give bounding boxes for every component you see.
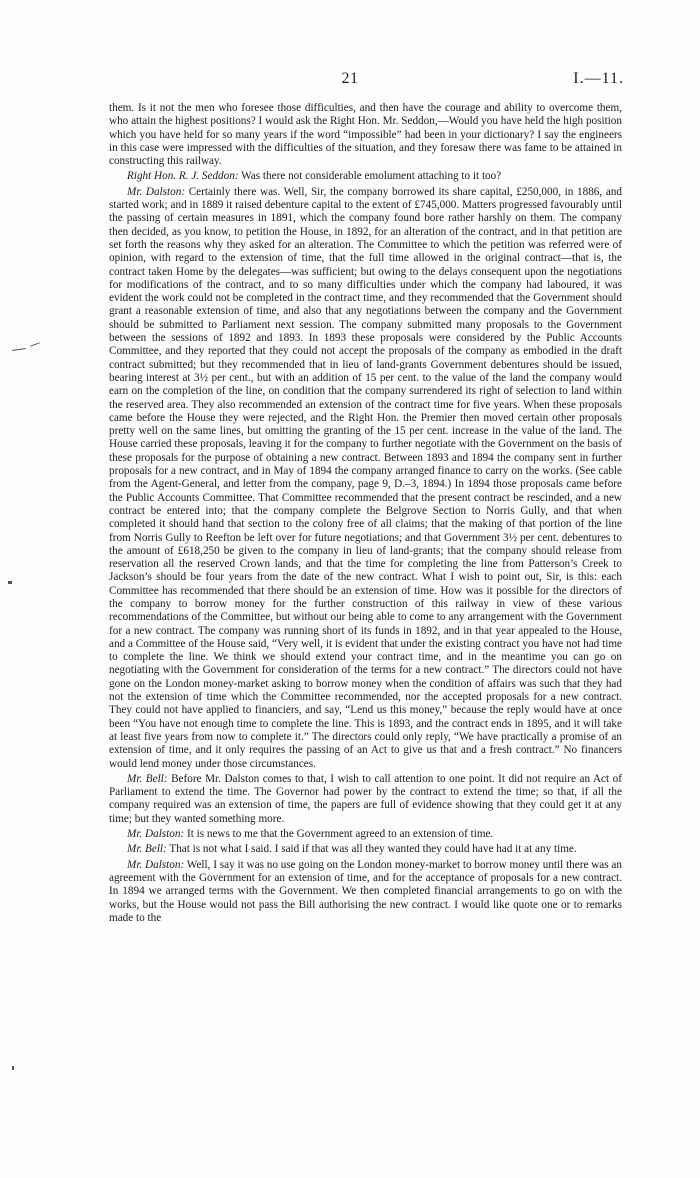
paragraph-speaker: Mr. Dalston: [127,858,185,871]
paragraph-speaker: Mr. Dalston: [127,185,186,198]
paragraph-text: Certainly there was. Well, Sir, the company borrowed its share capital, £250,000, in 1886, and started work; and in 1889 it raised debenture capital to the extent of £745,000. Matters progressed favourably until the passing of certain measures in 1891, which the company found bore rather harshly on them. The company then decided, as you know, to petition the House, in 1892, for an alteration of the contract, and in that petition are set forth the reasons why they asked for an alteration. The Committee to which the petition was referred were of opinion, with regard to the extension of time, that the full time allowed in the original contract—that is, the contract taken Home by the delegates—was sufficient; but owing to the delays consequent upon the negotiations for modifications of the contract, and to so many difficulties under which the company had laboured, it was evident the work could not be completed in the contract time, and they recommended that the Government should grant a reasonable extension of time, and also that any negotiations between the company and the Government should be submitted to Parliament next session. The company submitted many proposals to the Government between the sessions of 1892 and 1893. In 1893 these proposals were considered by the Public Accounts Committee, and they reported that they could not accept the proposals of the company as embodied in the draft contract submitted; but they recommended that in lieu of land-grants Government debentures should be issued, bearing interest at 3½ per cent., but with an addition of 15 per cent. to the value of the land the company would earn on the completion of the line, on condition that the company surrendered its right of selection to land within the reserved area. They also recommended an extension of the contract time for five years. When these proposals came before the House they were rejected, and the Right Hon. the Premier then moved certain other proposals pretty well on the same lines, but omitting the granting of the 15 per cent. increase in the value of the land. The House carried these proposals, leaving it for the company to further negotiate with the Government on the basis of these proposals for the purpose of obtaining a new contract. Between 1893 and 1894 the company sent in further proposals for a new contract, and in May of 1894 the company arranged finance to carry on the works. (See cable from the Agent-General, and letter from the company, page 9, D.–3, 1894.) In 1894 those proposals came before the Public Accounts Committee. That Committee recommended that the present contract be rescinded, and a new contract be entered into; that the company complete the Belgrove Section to Norris Gully, and that when completed it should hand that section to the colony free of all claims; that the making of that portion of the line from Norris Gully to Reefton be left over for future negotiations; and that Government 3½ per cent. debentures to the amount of £618,250 be given to the company in lieu of land-grants; that the company should release from reservation all the reserved Crown lands, and that the time for completing the line from Patterson’s Creek to Jackson’s should be four years from the date of the new contract. What I wish to point out, Sir, is this: each Committee has recommended that there should be an extension of time. How was it possible for the directors of the company to borrow money for the further construction of this railway in view of these various recommendations of the Committee, but without our being able to come to any arrangement with the Government for a new contract. The company was running short of its funds in 1892, and in that year appealed to the House, and a Committee of the House said, “Very well, it is evident that under the existing contract you have not had time to complete the line. We think we should extend your contract time, and in the meantime you can go on negotiating with the Government for consideration of the terms for a new contract.” The directors could not have gone on the London money-market asking to borrow money when the condition of affairs was such that they had not the extension of time which the Committee recommended, nor the accepted proposals for a new contract. They could not have applied to financiers, and say, “Lend us this money,” because the reply would have at once been “You have not enough time to complete the line. This is 1893, and the contract ends in 1895, and it will take at least five years from now to complete it.” The directors could only reply, “We have practically a promise of an extension of time, and it only requires the passing of an Act to give us that and a fresh contract.” No financers would lend money under those circumstances. [109,185,622,770]
page-reference: I.—11. [573,70,624,87]
paragraph [109,170,622,183]
paragraph-speaker: Mr. Bell: [127,772,168,785]
margin-mark [30,342,40,346]
paragraph-speaker: Mr. Dalston: [127,828,185,841]
margin-mark [12,1066,14,1070]
paragraph-text: Well, I say it was no use going on the London money-market to borrow money until there was an agreement with the Government for an extension of time, and for the acceptance of proposals for a new contract. In 1894 we arranged terms with the Government. We then completed financial arrangements to go on with the works, but the House would not pass the Bill authorising the new contract. I would like quote one or to remarks made to the [109,858,622,924]
paragraph [109,186,622,771]
paragraph-text: That is not what I said. I said if that was all they wanted they could have had it at any time. [166,843,577,856]
paragraph-text: Was there not considerable emolument attaching to it too? [238,170,502,183]
page-number: 21 [341,70,359,87]
paragraph [109,843,622,856]
paragraph-text: It is news to me that the Government agreed to an extension of time. [184,828,494,841]
paragraph-speaker: Mr. Bell: [127,843,167,856]
paragraph-text: Before Mr. Dalston comes to that, I wish to call attention to one point. It did not require an Act of Parliament to extend the time. The Governor had power by the contract to extend the time; so that, if all the company required was an extension of time, the papers are full of evidence showing that they could get it at any time; but they wanted something more. [109,772,622,825]
paragraph [109,773,622,826]
paragraph [109,859,622,925]
paragraph [109,828,622,841]
document-body [109,102,622,927]
margin-mark [12,348,26,351]
paragraph [109,102,622,168]
paragraph-text: them. Is it not the men who foresee those difficulties, and then have the courage and ability to overcome them, who attain the highest positions? I would ask the Right Hon. Mr. Seddon,—Would you have held the high position which you have held for so many years if the word “impossible” had been in your dictionary? I say the engineers in this case were impressed with the difficulties of the situation, and they foresaw there was fame to be attained in constructing this railway. [109,102,622,168]
paragraph-speaker: Right Hon. R. J. Seddon: [127,170,239,183]
margin-mark [8,581,12,584]
